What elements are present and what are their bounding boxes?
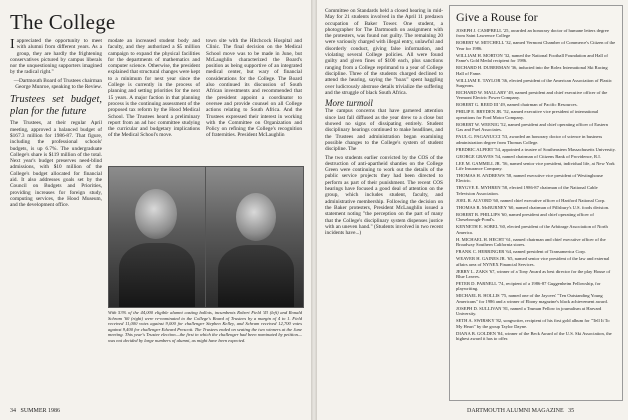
rouse-entry: MICHAEL B. HOLLIS '75, named one of the Jaycees' "Ten Outstanding Young Americans" for 1986 and a winner of Ebony magazine's black achievement award. bbox=[456, 293, 608, 304]
article-body-right-col2: The campus concerns that have garnered attention since last fall diffused as the year drew to a close but showed no signs of dissipating entirely. Student disciplinary hearings continued to make headlines, and the Trustees and administration began examining possible changes to the College's system of student discipline. The bbox=[325, 108, 443, 153]
rouse-entry: ROBERT G. REED III '49, named chairman of Pacific Resources. bbox=[456, 102, 578, 108]
trustee-photo-right bbox=[205, 166, 304, 308]
rouse-entry: RICHARD W. MALLARY '49, named president and chief executive officer of the Vermont Electric Power Company. bbox=[456, 90, 608, 101]
rouse-entry: WILLIAM E. TAYLOR '36, elected president of the American Association of Plastic Surgeons. bbox=[456, 77, 612, 89]
left-column-3 bbox=[206, 38, 302, 156]
rouse-entry: ROBERT W. WEENIG '52, named president and chief operating officer of Eastern Gas and Fuel Associates. bbox=[456, 121, 608, 133]
left-column-2 bbox=[108, 38, 200, 156]
quote-attribution: —Dartmouth Board of Trustees chairman George Munroe, speaking to the Review. bbox=[13, 77, 102, 91]
rouse-entry: PHILIP E. BRYDEN JR. '52, named executive vice president of international operations for Ford Motor Company. bbox=[456, 109, 599, 120]
photo-caption: With 53% of the 44,000 eligible alumni casting ballots, incumbents Robert Field '43 (left) and Ronald Schram '60 (right) were re-nominated to the College's Board of Trustees by a margin of 4 to 1. Field received 11,000 votes against 9,000 for challenger Stephen Kelley, and Schram received 12,700 votes against 9,400 for challenger Edward Prescott. The Trustees ended on seating the two winners at the June meeting. This year's Trustee election—the first in which the challenger had been nominated by petition—was not decided by large numbers of alumni, as might have been expected. bbox=[108, 310, 302, 343]
rouse-entry: LEE M. GAMMILL JR. '56, named senior vice president, individual life, at New York Life Insurance Company. bbox=[456, 160, 615, 172]
article-body-col1: The Trustees, at their regular April meeting, approved a balanced budget of $167.3 million for 1986-87. That figure, including the professional schools' budgets, is up 6.7%. The undergraduate College's share is $119 million of the total. Next year's budget preserves need-blind admissions, with $10 million of the College's budget allocated for financial aid. It also addresses goals set by the Council on Budgets and Priorities, providing increases for foreign study, computing services, the Hood Museum, and the development office. bbox=[10, 120, 102, 209]
rouse-entry: ROBERT W. MITCHELL '32, named Vermont Chamber of Commerce's Citizen of the Year for 1986. bbox=[456, 40, 616, 51]
portrait-head bbox=[236, 193, 276, 241]
left-column-1 bbox=[10, 38, 102, 403]
rouse-entry: SETH A. SWIRSKY '82, songwriter, recipient of his first gold album for "Tell It To My Heart" by the group Taylor Dayne. bbox=[456, 318, 610, 329]
rouse-entry: JOSEPH J. CAMPBELL '25, awarded an honorary doctor of humane letters degree from Saint Lawrence College bbox=[456, 28, 609, 39]
give-a-rouse-title: Give a Rouse for bbox=[456, 10, 538, 24]
page-number-right: DARTMOUTH ALUMNI MAGAZINE 35 bbox=[467, 408, 575, 414]
rouse-entry: JOEL R. ALVORD '60, named chief executive officer of Hartford National Corp. bbox=[456, 197, 606, 203]
rouse-entry: FREDRIC ALPERT '54, appointed a trustee of Southeastern Massachusetts University. bbox=[456, 146, 616, 152]
rouse-entry: GEORGE GRAVES '54, named chairman of Citizens Bank of Providence, R.I. bbox=[456, 153, 601, 159]
rouse-entry: ROBERT B. PHILLIPS '60, named president and chief operating officer of Chesebrough-Pond's. bbox=[456, 211, 594, 223]
rouse-entry: PAUL G. PAGANUCCI '53, awarded an honorary doctor of science in business administration degree from Thomas College. bbox=[456, 134, 603, 145]
rouse-entry: KENNETH E. SOBEL '60, elected president of the Arbitrage Association of North America. bbox=[456, 224, 608, 235]
right-column-1 bbox=[325, 8, 443, 403]
portrait-head bbox=[135, 189, 177, 239]
article-body-col3: town site with the Hitchcock Hospital and Clinic. The final decision on the Medical School move was to be made in June, but McLaughlin characterized the Board's position as being supportive of an integrated medical center, but wary of financial considerations for the College. The Board also continued its discussion of South African investments and recommended that the president appoint a coordinator to oversee and provide counsel on all College actions relating to South Africa. And the Trustees expressed their interest in working with the Committee on Organization and Policy on refining the College's recognition of fraternities. President McLaughlin bbox=[206, 38, 302, 139]
rouse-entry: WEAVER H. GAINES JR. '65, named senior vice president of the law and external affairs area of NYNEX Financial Services. bbox=[456, 256, 610, 267]
give-a-rouse-list bbox=[456, 28, 616, 341]
rouse-entry: DIANA B. GOLDEN '84, winner of the Beck Award of the U.S. Ski Association, the highest award it has to offer. bbox=[456, 330, 612, 341]
page-number-left: 34 SUMMER 1986 bbox=[10, 408, 61, 414]
rouse-entry: THOMAS R. McBURNEY '60, named chairman of Pillsbury's U.S. foods division. bbox=[456, 204, 610, 210]
portrait-body bbox=[218, 245, 294, 307]
rouse-entry: TRYGVE E. MYHREN '58, elected 1986-87 chairman of the National Cable Television Association. bbox=[456, 185, 598, 196]
article-body-col2: modate an increased student body and faculty, and they authorized a $5 million campaign to expand the physical facilities for the departments of mathematics and computer science. Otherwise, the president explained that structural changes were kept to a minimum for next year since the College is currently in the process of planning and setting priorities for the next 15 years. A major faction in that planning process is the continuing assessment of the proposed tax reform by the Hood Medical School. The Trustees heard a preliminary report from an ad hoc committee studying the curricular and budgetary implications of the Medical School's move. bbox=[108, 38, 200, 139]
article-headline: Trustees set budget, plan for the future bbox=[10, 94, 102, 117]
give-a-rouse-box bbox=[449, 5, 623, 401]
right-page bbox=[317, 0, 628, 420]
portrait-body bbox=[119, 243, 195, 307]
subheading-more-turmoil: More turmoil bbox=[325, 98, 373, 109]
article-body-right-col1b: The two students earlier convicted by the COS of the destruction of anti-apartheid shanties on the College Green were continuing to work out the details of the public service projects they had been directed to perform as part of their punishment. The recent COS hearings have focused a good deal of attention on the group, which includes student, faculty, and administrative membership. Following the decision on the Baker protesters, President McLaughlin issued a statement noting "the perception on the part of many that the College's disciplinary system dispenses justice with an uneven hand." (Students involved in two recent incidents have...) bbox=[325, 154, 443, 237]
rouse-entry: WILLIAM H. MORTON '32, named the National Football Foundation and Hall of Fame's Gold Medal recipient for 1986. bbox=[456, 52, 608, 64]
rouse-entry: THOMAS H. ANDREWS '58, named executive vice president of Westinghouse Electric. bbox=[456, 173, 603, 184]
trustee-photo-left bbox=[108, 166, 206, 308]
rouse-entry: JERRY L. ZAKS '67, winner of a Tony Award as best director for the play House of Blue Leaves. bbox=[456, 268, 611, 279]
rouse-entry: H. MICHAEL H. HECHT '61, named chairman and chief executive officer of the Broadway Southern California stores. bbox=[456, 236, 606, 248]
rouse-entry: PETER D. PARNELL '74, recipient of a 1986-87 Guggenheim Fellowship, for playwriting. bbox=[456, 280, 601, 292]
section-title: The College bbox=[10, 10, 116, 34]
opening-quote: Iappreciated the opportunity to meet with alumni from different years. As a group, they are hardly the frightening conservatives pictured by campus liberals nor the unquestioning supporters imagined by the radical right." bbox=[10, 38, 102, 76]
rouse-entry: JOSEPH D. SULLIVAN '81, named a Truman Fellow in journalism at Harvard University. bbox=[456, 305, 602, 317]
left-page bbox=[0, 0, 311, 420]
rouse-entry: FRANK C. HERRINGER '64, named president of Transamerica Corp. bbox=[456, 249, 586, 255]
rouse-entry: RICHARD H. DUBERMAN '36, inducted into the Rolex International Ski Racing Hall of Fame. bbox=[456, 65, 608, 76]
article-body-right-col1: Committee on Standards held a closed hearing in mid-May for 21 students involved in the April 11 predawn occupation of Baker Tower. One student, a photographer for The Dartmouth on assignment with the protesters, was found not guilty. The remaining 20 were variously charged with illegal entry, unlawful and disorderly conduct, giving false information, and violating several College policies. All were found guilty and given fines of $100 each, plus sanctions ranging from a College reprimand to a year of College discipline. Three of the students charged declined to attend the hearing, saying the "hoax" spent haggling over ludicrously abstruse details trivialize the suffering and the struggle of black South Africa. bbox=[325, 8, 443, 96]
